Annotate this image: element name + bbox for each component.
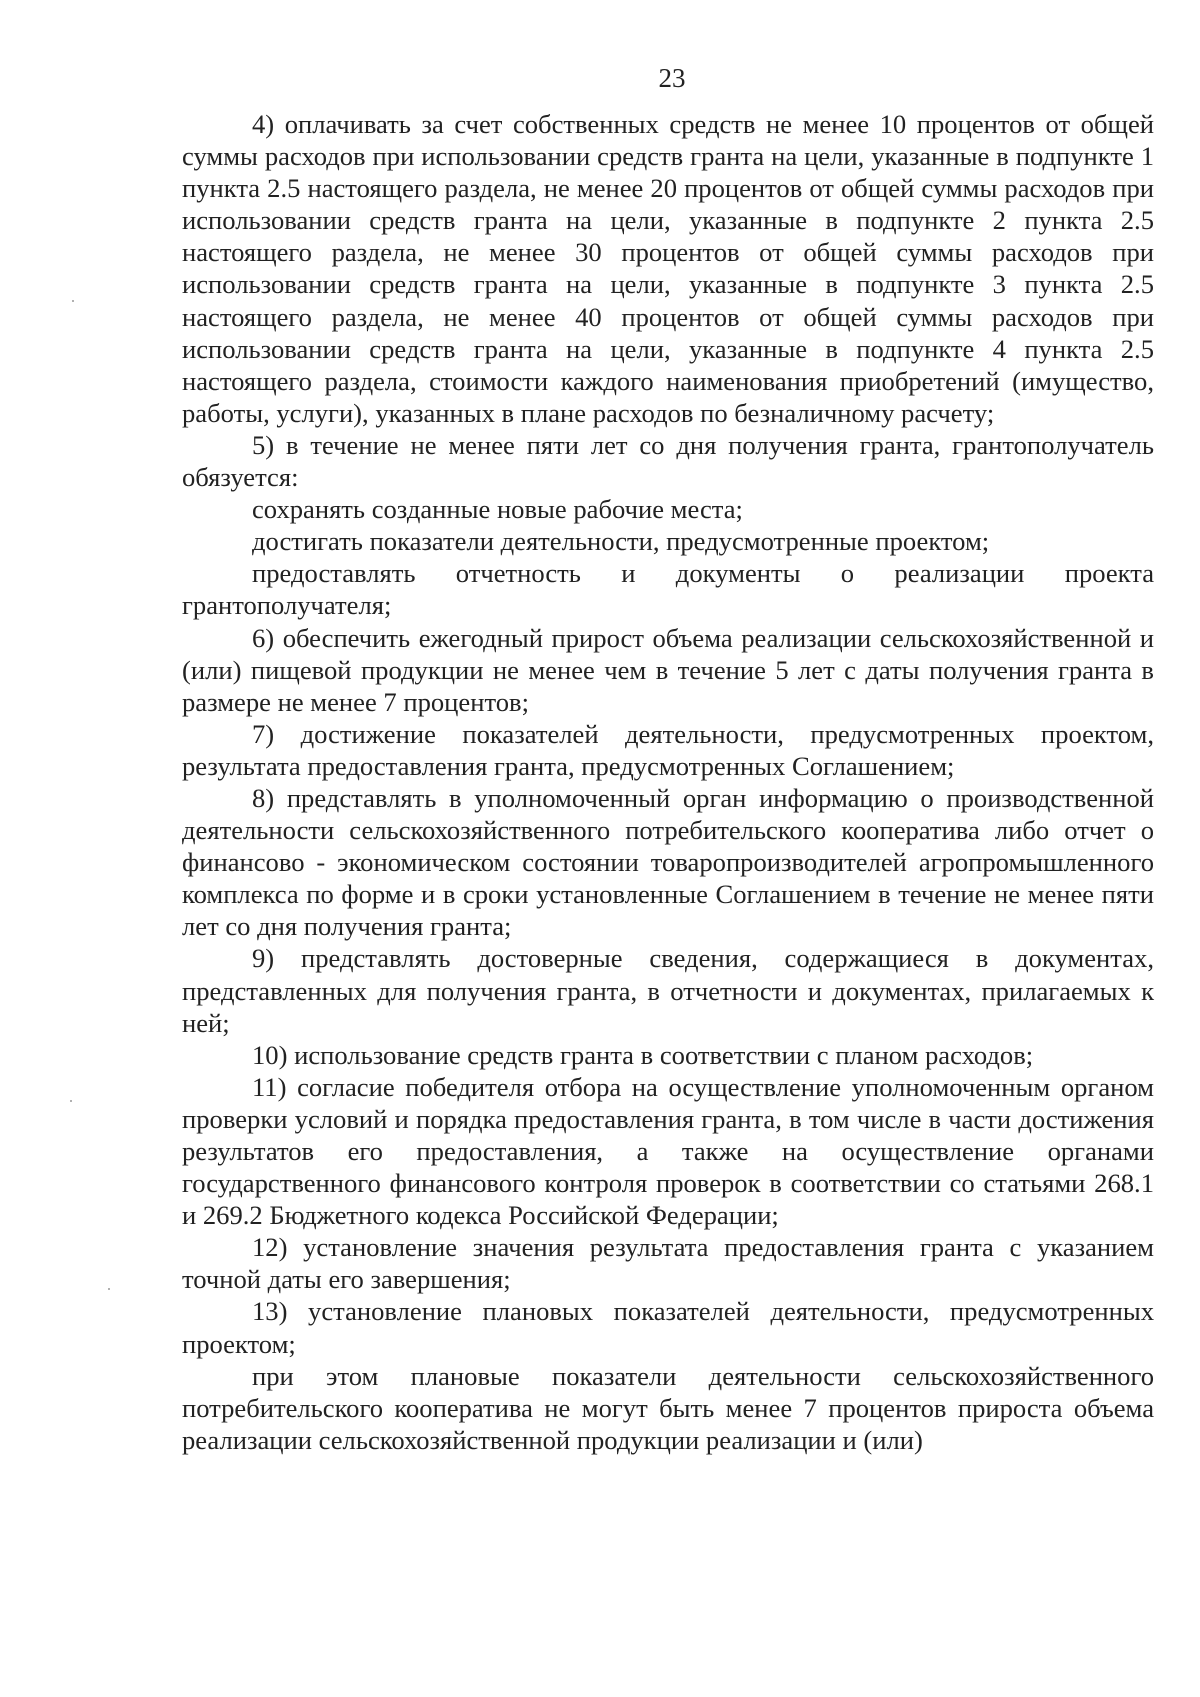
paragraph-obligation-indicators: достигать показатели деятельности, предусмотренные проектом; xyxy=(252,526,990,557)
paragraph-item-4: 4) оплачивать за счет собственных средств не менее 10 процентов от общей суммы расходов при использовании средств гранта на цели, указанные в подпункте 1 пункта 2.5 настоящего раздела, не менее 20 процентов от общей суммы расходов при использовании средств гранта на цели, указанные в подпункте 2 пункта 2.5 настоящего раздела, не менее 30 процентов от общей суммы расходов при использовании средств гранта на цели, указанные в подпункте 3 пункта 2.5 настоящего раздела, не менее 40 процентов от общей суммы расходов при использовании средств гранта на цели, указанные в подпункте 4 пункта 2.5 настоящего раздела, стоимости каждого наименования приобретений (имущество, работы, услуги), указанных в плане расходов по безналичному расчету; xyxy=(182,109,1154,428)
paragraph-item-10: 10) использование средств гранта в соответствии с планом расходов; xyxy=(252,1039,1034,1070)
paragraph-item-5: 5) в течение не менее пяти лет со дня получения гранта, грантополучатель обязуется: xyxy=(182,429,1154,493)
document-body xyxy=(182,108,1154,1456)
scan-speck xyxy=(108,1288,110,1290)
paragraph-item-8: 8) представлять в уполномоченный орган информацию о производственной деятельности сельскохозяйственного потребительского кооператива либо отчет о финансово - экономическом состоянии товаропроизводителей агропромышленного комплекса по форме и в сроки установленные Соглашением в течение не менее пяти лет со дня получения гранта; xyxy=(182,782,1154,942)
paragraph-obligation-jobs: сохранять созданные новые рабочие места; xyxy=(252,494,743,525)
paragraph-item-13: 13) установление плановых показателей деятельности, предусмотренных проектом; xyxy=(182,1296,1154,1359)
paragraph-planned-indicators: при этом плановые показатели деятельности сельскохозяйственного потребительского кооператива не могут быть менее 7 процентов прироста объема реализации сельскохозяйственной продукции реализации и (или) xyxy=(182,1360,1154,1455)
paragraph-item-6: 6) обеспечить ежегодный прирост объема реализации сельскохозяйственной и (или) пищевой продукции не менее чем в течение 5 лет с даты получения гранта в размере не менее 7 процентов; xyxy=(182,622,1154,717)
page-number: 23 xyxy=(658,63,686,93)
scan-speck xyxy=(70,1100,72,1102)
paragraph-item-7: 7) достижение показателей деятельности, предусмотренных проектом, результата предоставления гранта, предусмотренных Соглашением; xyxy=(182,718,1154,781)
paragraph-item-12: 12) установление значения результата предоставления гранта с указанием точной даты его завершения; xyxy=(182,1232,1154,1295)
scan-speck xyxy=(72,300,74,302)
paragraph-obligation-reporting: предоставлять отчетность и документы о реализации проекта грантополучателя; xyxy=(182,558,1154,621)
paragraph-item-11: 11) согласие победителя отбора на осуществление уполномоченным органом проверки условий и порядка предоставления гранта, в том числе в части достижения результатов его предоставления, а также на осуществление органами государственного финансового контроля проверок в соответствии со статьями 268.1 и 269.2 Бюджетного кодекса Российской Федерации; xyxy=(182,1071,1154,1231)
paragraph-item-9: 9) представлять достоверные сведения, содержащиеся в документах, представленных для получения гранта, в отчетности и документах, прилагаемых к ней; xyxy=(182,943,1154,1038)
